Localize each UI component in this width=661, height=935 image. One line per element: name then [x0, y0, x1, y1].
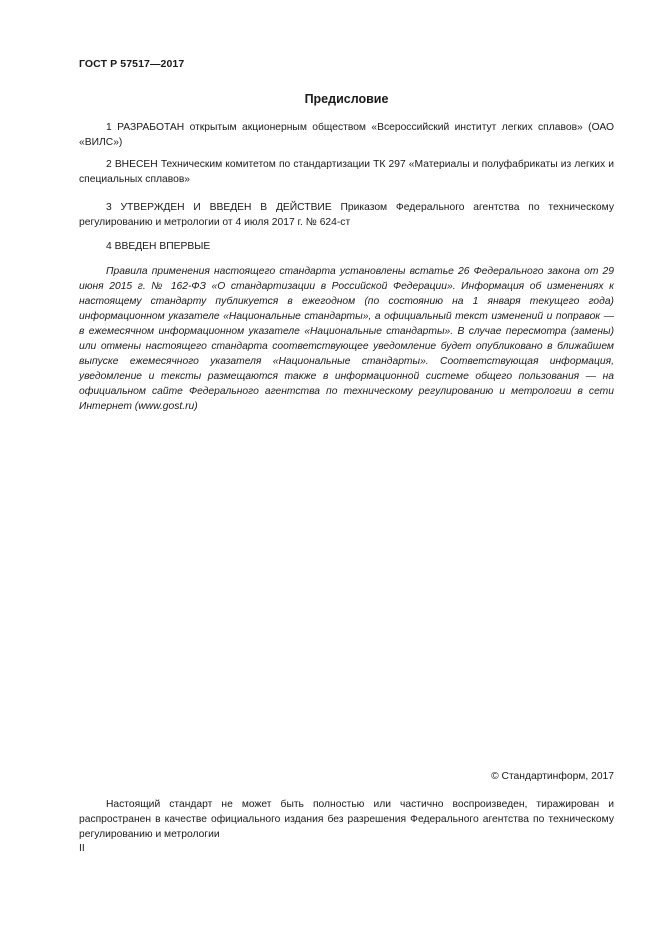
foreword-item-4: 4 ВВЕДЕН ВПЕРВЫЕ [106, 241, 211, 252]
application-rules-note: Правила применения настоящего стандарта установлены встатье 26 Федерального закона от 29 июня 2015 г. № 162-ФЗ «О стандартизации в Российской Федерации». Информация об изменениях к настоящему стандарту публикуется в ежегодном (по состоянию на 1 января текущего года) информационном указателе «Национальные стандарты», а официальный текст изменений и поправок — в ежемесячном информационном указателе «Национальные стандарты». В случае пересмотра (замены) или отмены настоящего стандарта соответствующее уведомление будет опубликовано в ближайшем выпуске ежемесячного указателя «Национальные стандарты». Соответствующая информация, уведомление и тексты размещаются также в информационной системе общего пользования — на официальном сайте Федерального агентства по техническому регулированию и метрологии в сети Интернет (www.gost.ru) [79, 266, 614, 412]
foreword-title: Предисловие [304, 92, 389, 106]
foreword-item-1: 1 РАЗРАБОТАН открытым акционерным обществом «Всероссийский институт легких сплавов» (ОАО «ВИЛС») [79, 122, 614, 148]
document-code-header: ГОСТ Р 57517—2017 [79, 58, 185, 70]
page-number: II [79, 843, 85, 854]
copyright-notice: © Стандартинформ, 2017 [491, 771, 614, 782]
reproduction-notice: Настоящий стандарт не может быть полностью или частично воспроизведен, тиражирован и распространен в качестве официального издания без разрешения Федерального агентства по техническому регулированию и метрологии [79, 799, 614, 840]
foreword-item-3: 3 УТВЕРЖДЕН И ВВЕДЕН В ДЕЙСТВИЕ Приказом Федерального агентства по техническому регулированию и метрологии от 4 июля 2017 г. № 624-ст [79, 202, 614, 228]
foreword-item-2: 2 ВНЕСЕН Техническим комитетом по стандартизации ТК 297 «Материалы и полуфабрикаты из легких и специальных сплавов» [79, 159, 614, 185]
